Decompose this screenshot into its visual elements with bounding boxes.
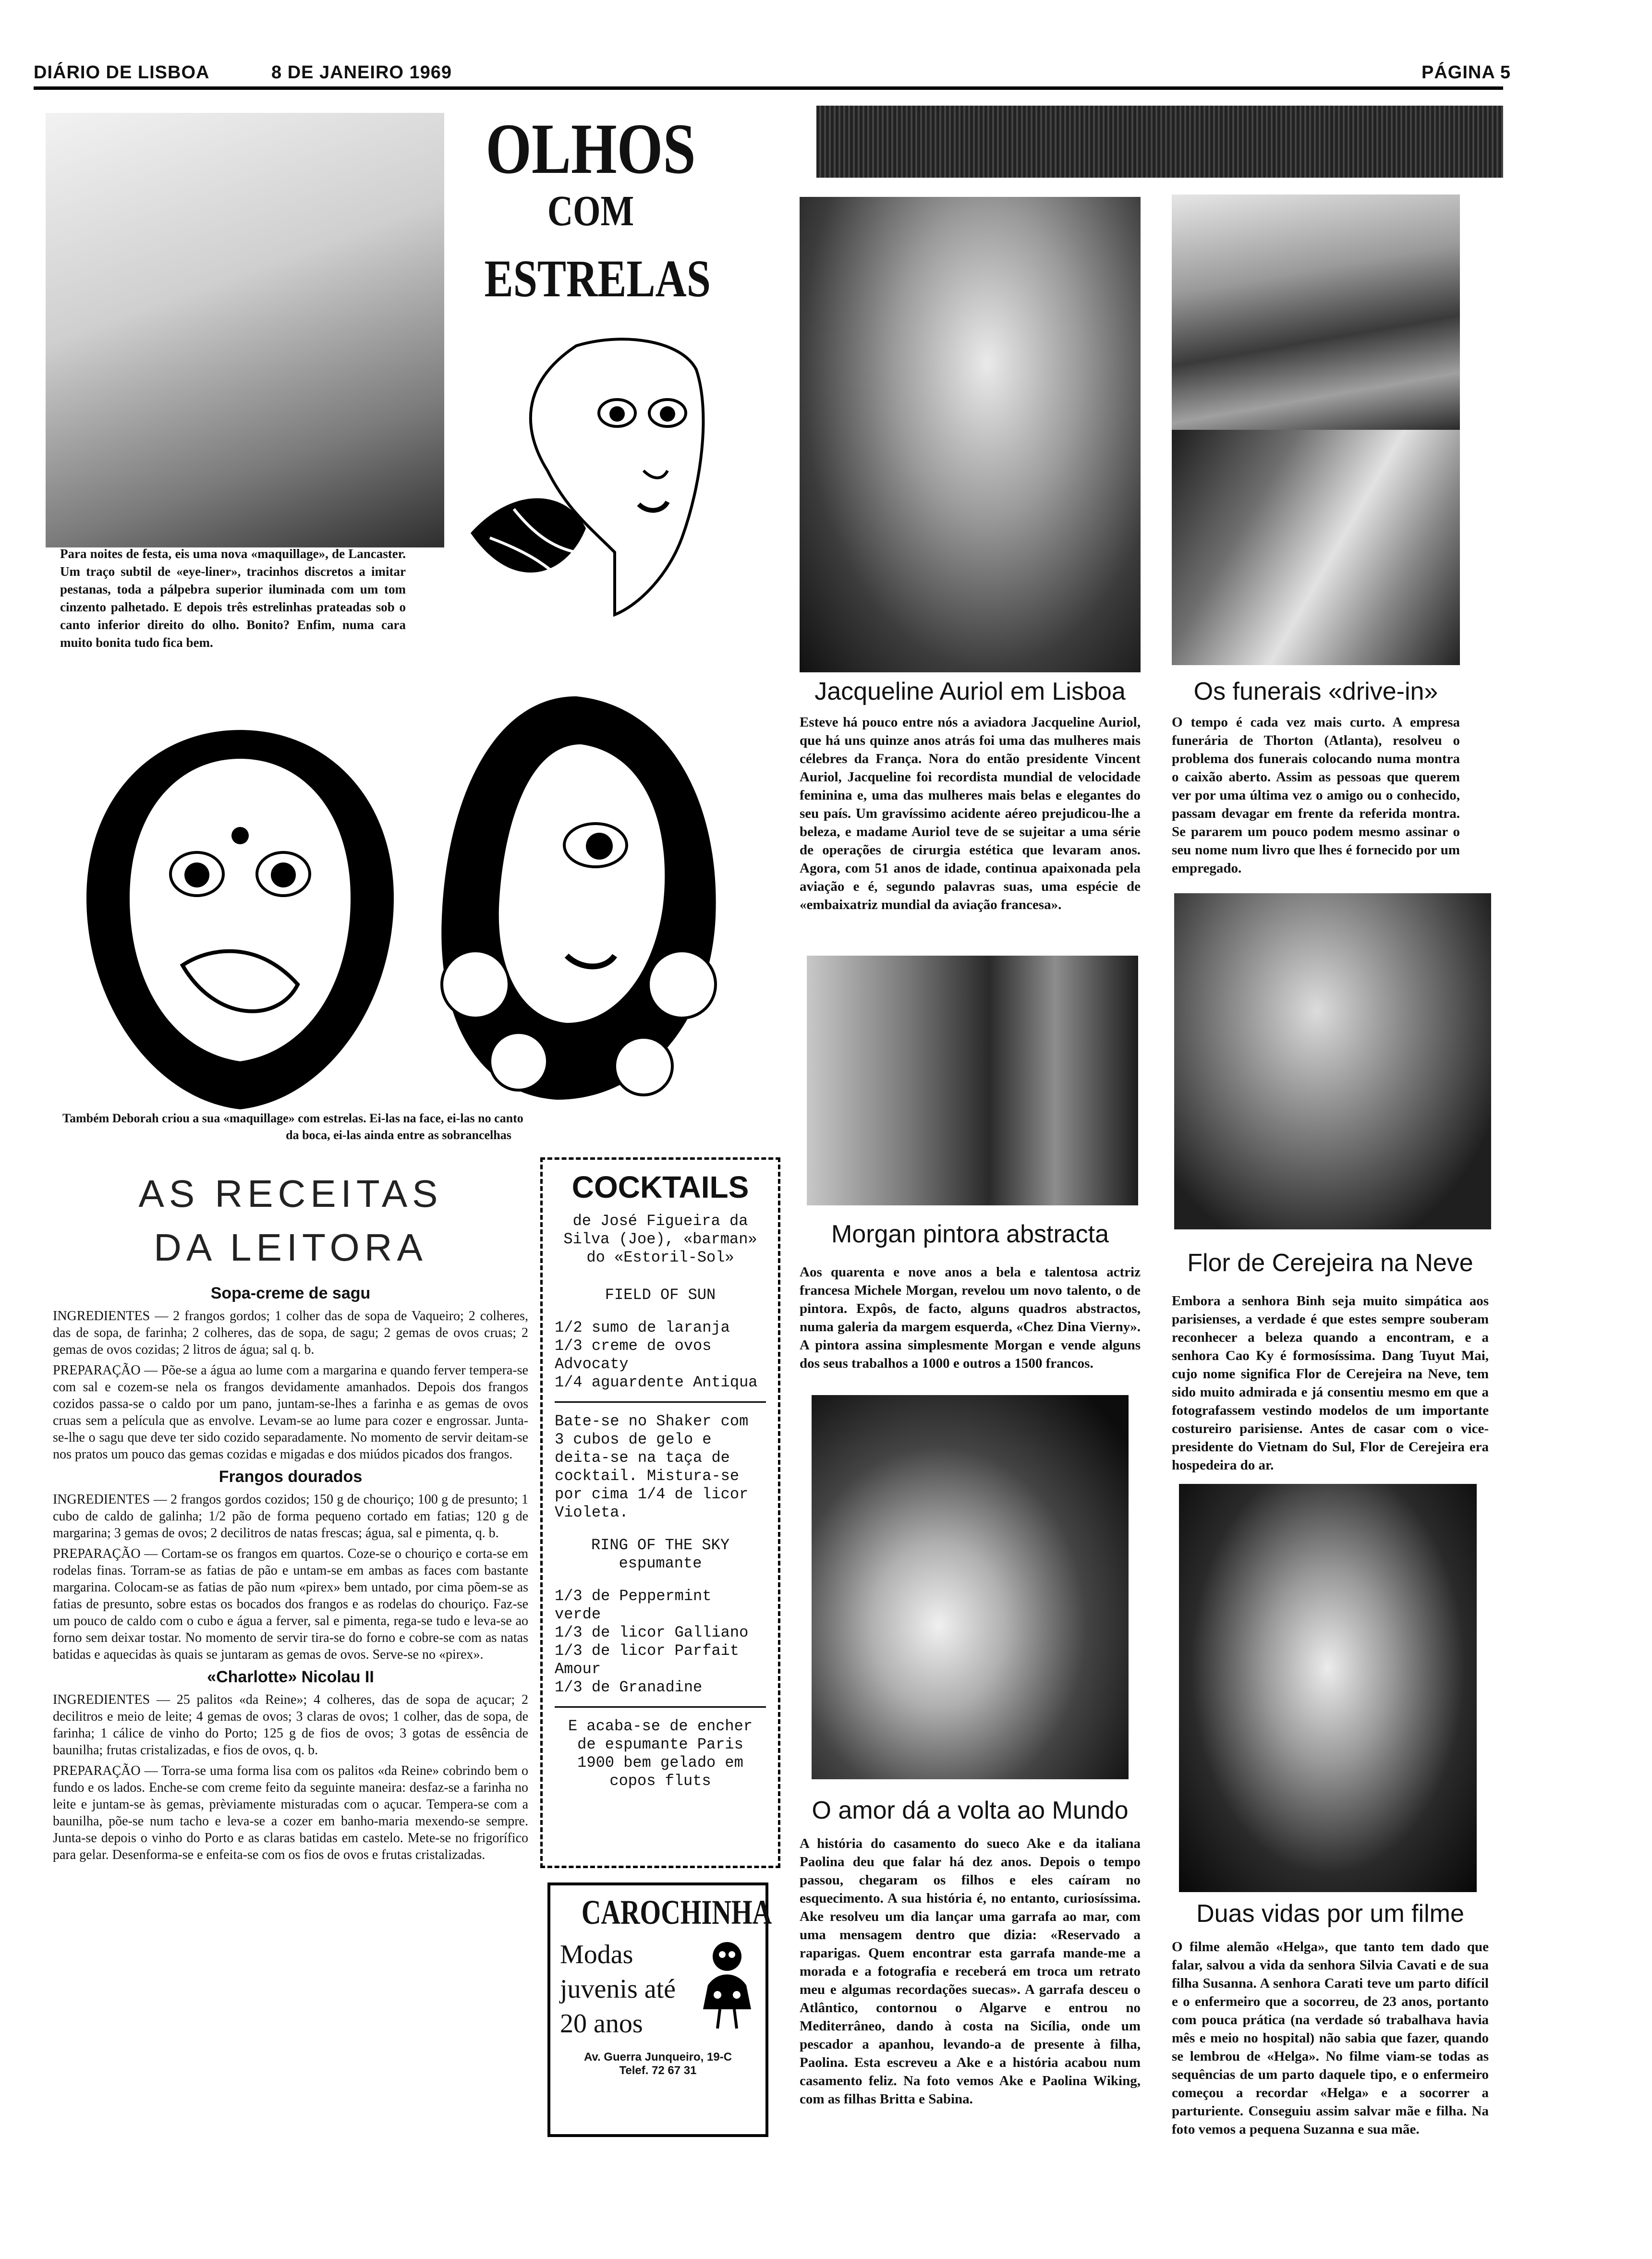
drink-2-ingredient-2: 1/3 de licor Galliano [555,1624,749,1641]
face-illustration-top [456,327,725,634]
drink-1-ingredient-2: 1/3 creme de ovos Advocaty [555,1337,712,1373]
recipe-2-ingredients: INGREDIENTES — 2 frangos gordos cozidos; 150 g de chouriço; 100 g de presunto; 1 cubo de caldo de galinha; 1/2 pão de forma pequeno cortado em fatias; 120 g de margarina; 3 gemas de ovos; 2 decilitros de natas frescas; água, sal e pimenta, q. b. [53,1492,528,1541]
masthead-date: 8 DE JANEIRO 1969 [271,62,452,83]
title-olhos: OLHOS [486,109,696,189]
top-banner-image [816,106,1503,178]
amor-body: A história do casamento do sueco Ake e da italiana Paolina deu que falar há dez anos. Depois o tempo passou, chegaram os filhos e eles caíram no esquecimento. A sua história é, no entanto, curiosíssima. Ake resolveu um dia lançar uma garrafa ao mar, com uma mensagem dentro que dizia: «Reservado a raparigas. Quem encontrar esta garrafa mande-me a morada e a fotografia e receberá em troca um retrato meu e algumas recordações suecas». A garrafa desceu o Atlântico, contornou o Algarve e entrou no Mediterrâneo, dando à costa na Sicília, onde um pescador a apanhou, levando-a de presente à filha, Paolina. Esta escreveu a Ake e a história acabou num casamento feliz. Na foto vemos Ake e Paolina Wiking, com as filhas Britta e Sabina. [800,1836,1141,2107]
duas-vidas-body: O filme alemão «Helga», que tanto tem dado que falar, salvou a vida da senhora Silvia Cavati e de sua filha Susanna. A senhora Carati teve um parto difícil e o enfermeiro que a socorreu, de 23 anos, portanto com pouca prática (na verdade só trabalhava havia mês e meio no hospital) não sabia que fazer, quando se lembrou de «Helga». No filme viam-se todas as sequências de um parto daquele tipo, e o enfermeiro começou a recordar «Helga» e a socorrer a parturiente. Conseguiu assim salvar mãe e filha. Na foto vemos a pequena Suzanna e sua mãe. [1172,1939,1489,2137]
caption-lancaster: Para noites de festa, eis uma nova «maquillage», de Lancaster. Um traço subtil de «eye-liner», tracinhos discretos a imitar pestanas, toda a pálpebra superior iluminada com um tom cinzento palhetado. E depois três estrelinhas prateadas sob o canto inferior direito do olho. Bonito? Enfim, numa cara muito bonita tudo fica bem. [60,547,406,650]
caption-deborah-line2: da boca, ei-las ainda entre as sobrancelhas [286,1128,511,1142]
drink-1-name: FIELD OF SUN [605,1286,716,1304]
drink-2-sub: espumante [619,1555,702,1572]
duas-vidas-photo [1179,1484,1477,1892]
cocktails-title: COCKTAILS [571,1170,749,1204]
recipe-1-preparation: PREPARAÇÃO — Põe-se a água ao lume com a margarina e quando ferver tempera-se com sal e cozem-se nela os frangos devidamente amanhados. Depois dos frangos cozidos passa-se o caldo por um pano, juntam-se-lhes a farinha e as gemas de ovos cruas sem a película que as envolve. Levam-se ao lume para cozer e engrossar. Junta-se-lhe o sagu que deve ter sido cozido separadamente. No momento de servir deitam-se nos pratos um pouco das gemas cozidas e migadas e dos miúdos picados dos frangos. [53,1363,528,1462]
drink-1-ingredient-1: 1/2 sumo de laranja [555,1319,730,1336]
drink-2-ingredient-1: 1/3 de Peppermint verde [555,1587,712,1623]
ad-line1: Modas [560,1940,633,1969]
morgan-body: Aos quarenta e nove anos a bela e talentosa actriz francesa Michele Morgan, revelou um novo talento, o de pintora. Expôs, de facto, alguns quadros abstractos, numa galeria da margem esquerda, «Chez Dina Vierny». A pintora assina simplesmente Morgan e vende alguns dos seus trabalhos a 1000 e outros a 1500 francos. [800,1264,1141,1371]
ad-address: Av. Guerra Junqueiro, 19-C [583,2051,732,2064]
funeral-coffin-photo [1172,194,1460,430]
drink-2-ingredient-4: 1/3 de Granadine [555,1678,703,1696]
ad-phone: Telef. 72 67 31 [619,2064,697,2077]
funerais-headline: Os funerais «drive-in» [1193,678,1438,705]
carochinha-ad [547,1882,772,2137]
title-com: COM [547,187,634,235]
recipes-title-line2: DA LEITORA [154,1226,427,1269]
recipe-1-ingredients: INGREDIENTES — 2 frangos gordos; 1 colher das de sopa de Vaqueiro; 2 colheres, das de sopa, de farinha; 2 colheres, das de sopa, de sagu; 2 gemas de ovos cruas; 2 gemas de ovos cozidas; 2 litros de água; sal q. b. [53,1309,528,1357]
masthead-rule [34,86,1503,90]
funerais-body: O tempo é cada vez mais curto. A empresa funerária de Thorton (Atlanta), resolveu o problema dos funerais colocando numa montra o caixão aberto. Assim as pessoas que querem ver por uma última vez o amigo ou o conhecido, passam devagar em frente da referida montra. Se pararem um pouco podem mesmo assinar o seu nome num livro que lhes é fornecido por um empregado. [1172,715,1460,876]
recipes-section [53,1172,528,2247]
ad-line3: 20 anos [560,2009,643,2039]
masthead-paper: DIÁRIO DE LISBOA [34,62,210,83]
cerejeira-photo [1174,893,1491,1229]
recipe-3-preparation: PREPARAÇÃO — Torra-se uma forma lisa com os palitos «da Reine» cobrindo bem o fundo e os lados. Enche-se com creme feito da seguinte maneira: desfaz-se a farinha no leite e juntam-se às gemas, prèviamente misturadas com o açucar. Tempera-se com a baunilha, põe-se num tacho e leva-se a cozer em banho-maria mexendo-se sempre. Junta-se depois o vinho do Porto e as claras batidas em castelo. Mete-se no frigorífico para gelar. Desenforma-se e enfeita-se com os fios de ovos e frutas cristalizadas. [53,1763,528,1862]
eye-closeup-photo [46,113,444,547]
ad-brand: CAROCHINHA [581,1893,772,1931]
recipes-title-line1: AS RECEITAS [138,1172,443,1215]
face-illustration-left [58,716,423,1129]
masthead-page: PÁGINA 5 [1421,62,1511,83]
caption-deborah-line1: Também Deborah criou a sua «maquillage» com estrelas. Ei-las na face, ei-las no canto [62,1111,523,1125]
ad-line2: juvenis até [560,1974,676,2004]
drink-2-ingredient-3: 1/3 de licor Parfait Amour [555,1642,740,1678]
ake-paolina-photo [812,1395,1129,1779]
cerejeira-headline: Flor de Cerejeira na Neve [1187,1249,1473,1277]
funeral-signbook-photo [1172,430,1460,665]
title-estrelas: ESTRELAS [484,249,711,308]
recipe-3-name: «Charlotte» Nicolau II [207,1668,374,1686]
drink-2-method: E acaba-se de encher de espumante Paris 1900 bem gelado em copos fluts [568,1717,753,1790]
morgan-headline: Morgan pintora abstracta [831,1220,1109,1248]
recipe-1-name: Sopa-creme de sagu [210,1284,371,1302]
recipe-3-ingredients: INGREDIENTES — 25 palitos «da Reine»; 4 colheres, das de sopa de açucar; 2 decilitros e meio de leite; 4 gemas de ovos; 3 claras de ovos; 1 colher, das de sopa, de farinha; 1 cálice de vinho do Porto; 125 g de fios de ovos; 3 gotas de essência de baunilha; frutas cristalizadas, e fios de ovos, q. b. [53,1692,528,1758]
auriol-headline: Jacqueline Auriol em Lisboa [814,678,1126,705]
auriol-photo [800,197,1141,672]
morgan-photo [807,956,1138,1205]
amor-headline: O amor dá a volta ao Mundo [812,1797,1129,1824]
face-illustration-right [423,687,730,1109]
cerejeira-body: Embora a senhora Binh seja muito simpática aos parisienses, a verdade é que estes sempre souberam reconhecer a beleza quando a encontram, e a senhora Cao Ky é formosíssima. Dang Tuyut Mai, cujo nome significa Flor de Cerejeira na Neve, tem sido muito admirada e já consentiu mesmo em que a fotografassem vestindo modelos de um importante costureiro parisiense. Antes de casar com o vice-presidente do Vietnam do Sul, Flor de Cerejeira era hospedeira do ar. [1172,1293,1489,1473]
duas-vidas-headline: Duas vidas por um filme [1196,1900,1464,1928]
recipe-2-name: Frangos dourados [219,1468,363,1486]
cocktails-box [540,1157,780,1868]
ladybug-doll-icon [698,1937,756,2033]
drink-1-method: Bate-se no Shaker com 3 cubos de gelo e deita-se na taça de cocktail. Mistura-se por cima 1/4 de licor Violeta. [555,1412,749,1521]
recipe-2-preparation: PREPARAÇÃO — Cortam-se os frangos em quartos. Coze-se o chouriço e corta-se em rodelas finas. Torram-se as fatias de pão e untam-se em ambas as faces com bastante margarina. Colocam-se as fatias de pão num «pirex» bem untado, por cima põem-se as fatias de presunto, sobre estas os bocados dos frangos e as rodelas do chouriço. Faz-se um pouco de caldo com o cubo e água a ferver, sal e pimenta, rega-se tudo e leva-se ao forno sem deixar tostar. No momento de servir tira-se do forno e cobre-se com as natas batidas e aquecidas às quais se juntaram as gemas de ovos. Serve-se no «pirex». [53,1546,528,1662]
drink-2-name: RING OF THE SKY [591,1536,730,1554]
auriol-body: Esteve há pouco entre nós a aviadora Jacqueline Auriol, que há uns quinze anos atrás foi uma das mulheres mais célebres da França. Nora do então presidente Vincent Auriol, Jacqueline foi recordista mundial de velocidade feminina e, uma das mulheres mais belas e elegantes do seu país. Um gravíssimo acidente aéreo prejudicou-lhe a beleza, e madame Auriol teve de se sujeitar a uma série de operações de cirurgia estética que levaram anos. Agora, com 51 anos de idade, continua apaixonada pela aviação e é, segundo palavras suas, uma espécie de «embaixatriz mundial da aviação francesa». [800,715,1141,912]
drink-1-ingredient-3: 1/4 aguardente Antiqua [555,1373,758,1391]
cocktails-byline: de José Figueira da Silva (Joe), «barman» do «Estoril-Sol» [563,1212,757,1266]
